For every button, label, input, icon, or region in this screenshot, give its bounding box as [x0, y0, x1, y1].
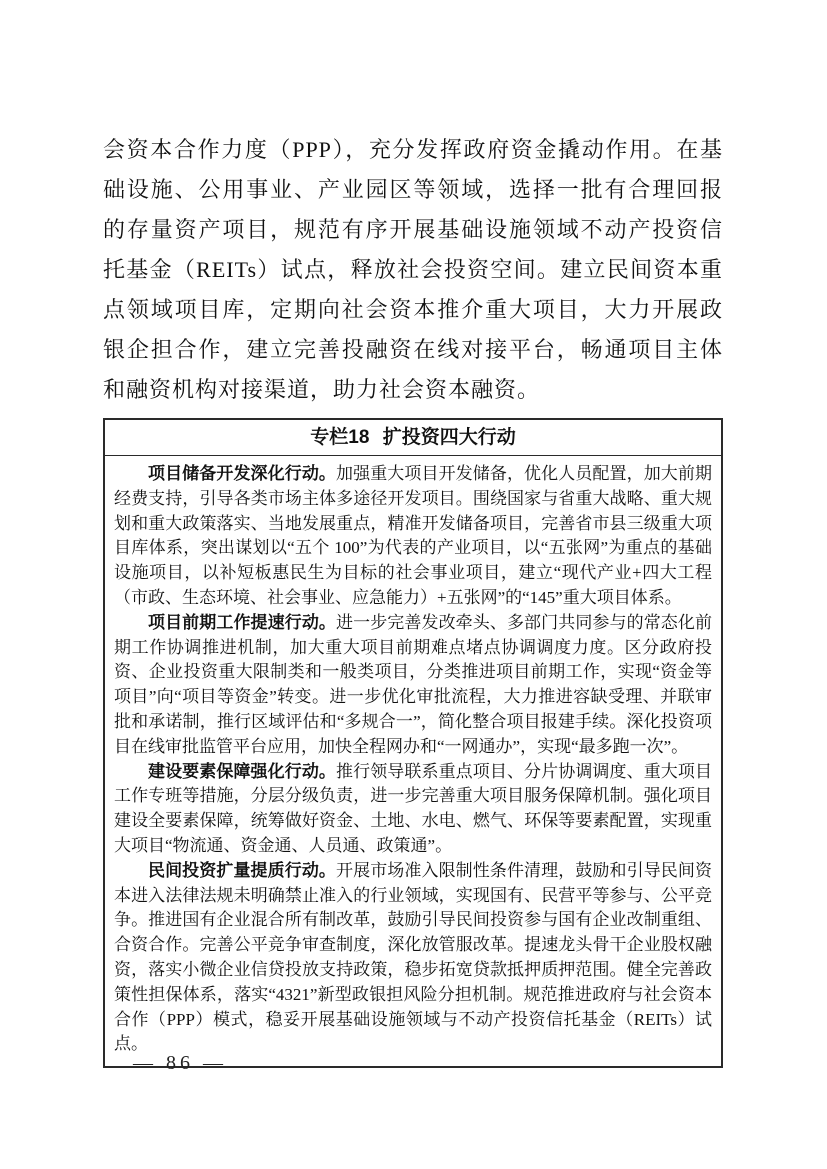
box-paragraph-3-lead: 建设要素保障强化行动。 — [148, 761, 337, 781]
column-box-body — [105, 456, 721, 1066]
column-box-title-tag: 专栏18 — [310, 427, 370, 448]
page-content — [103, 130, 723, 1068]
box-paragraph-4 — [114, 859, 712, 1057]
column-box-title-text: 扩投资四大行动 — [382, 427, 516, 448]
column-box-18 — [103, 418, 723, 1068]
box-paragraph-2 — [114, 611, 712, 760]
box-paragraph-3-text: 推行领导联系重点项目、分片协调调度、重大项目工作专班等措施，分层分级负责，进一步完善重大项目服务保障机制。强化项目建设全要素保障，统筹做好资金、土地、水电、燃气、环保等要素配置，实现重大项目“物流通、资金通、人员通、政策通”。 — [114, 761, 712, 855]
box-paragraph-2-lead: 项目前期工作提速行动。 — [148, 612, 337, 632]
box-paragraph-1 — [114, 462, 712, 611]
body-paragraph: 会资本合作力度（PPP），充分发挥政府资金撬动作用。在基础设施、公用事业、产业园区等领域，选择一批有合理回报的存量资产项目，规范有序开展基础设施领域不动产投资信托基金（REITs）试点，释放社会投资空间。建立民间资本重点领域项目库，定期向社会资本推介重大项目，大力开展政银企担合作，建立完善投融资在线对接平台，畅通项目主体和融资机构对接渠道，助力社会资本融资。 — [103, 137, 723, 402]
page-number: — 86 — — [133, 1052, 227, 1074]
box-paragraph-2-text: 进一步完善发改牵头、多部门共同参与的常态化前期工作协调推进机制，加大重大项目前期难点堵点协调调度力度。区分政府投资、企业投资重大限制类和一般类项目，分类推进项目前期工作，实现“资金等项目”向“项目等资金”转变。进一步优化审批流程，大力推进容缺受理、并联审批和承诺制，推行区域评估和“多规合一”，简化整合项目报建手续。深化投资项目在线审批监管平台应用，加快全程网办和“一网通办”，实现“最多跑一次”。 — [114, 612, 712, 756]
box-paragraph-4-lead: 民间投资扩量提质行动。 — [148, 860, 337, 880]
box-paragraph-1-text: 加强重大项目开发储备，优化人员配置，加大前期经费支持，引导各类市场主体多途径开发项目。围绕国家与省重大战略、重大规划和重大政策落实、当地发展重点，精准开发储备项目，完善省市县三级重大项目库体系，突出谋划以“五个 100”为代表的产业项目，以“五张网”为重点的基础设施项目，以补短板惠民生为目标的社会事业项目，建立“现代产业+四大工程（市政、生态环境、社会事业、应急能力）+五张网”的“145”重大项目体系。 — [114, 464, 712, 607]
column-box-title — [105, 420, 721, 456]
box-paragraph-4-text: 开展市场准入限制性条件清理，鼓励和引导民间资本进入法律法规未明确禁止准入的行业领域，实现国有、民营平等参与、公平竞争。推进国有企业混合所有制改革，鼓励引导民间投资参与国有企业改制重组、合资合作。完善公平竞争审查制度，深化放管服改革。提速龙头骨干企业股权融资，落实小微企业信贷投放支持政策，稳步拓宽贷款抵押质押范围。健全完善政策性担保体系，落实“4321”新型政银担风险分担机制。规范推进政府与社会资本合作（PPP）模式，稳妥开展基础设施领域与不动产投资信托基金（REITs）试点。 — [114, 860, 712, 1054]
box-paragraph-3 — [114, 760, 712, 859]
box-paragraph-1-lead: 项目储备开发深化行动。 — [148, 464, 337, 483]
